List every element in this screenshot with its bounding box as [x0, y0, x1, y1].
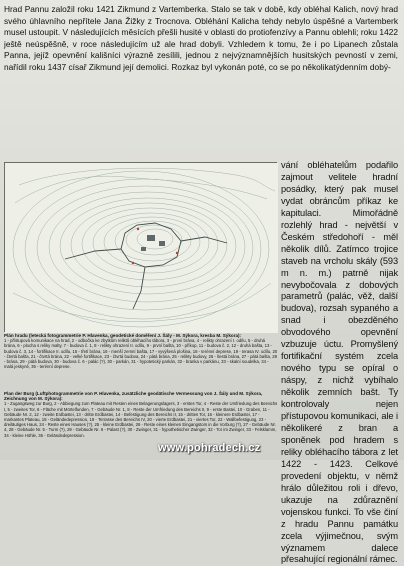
caption-german-body: 1 - Zugangsweg zur Burg, 2 - Abbiegung zum Plateau mit Resten eines Belagerungslagers, 3 - erstes Tor, 4 - Reste der Umfriedung des Bereichs I, 5 - zweites Tor, 6 - Fläche mit Mörtelfunden, 7 - Gebäude Nr. 1, 8 - Reste der Umfriedung des Bereichs II, 9 - erste Bastei, 10 - Graben, 11 - Gebäude Nr. 2, 12 - zweite Erdbastei, 13 - dritte Erdbastei, 14 - Befestigung des Bereichs II, 15 - drittes Tor, 16 - kleinere Erdbastei, 17 - markantes Plateau, 18 - Geländedepression, 19 - Terrasse des Bereichs IV, 20 - vierte Erdbastei, 21 - viertes Tor, 22 - Wallbefestigung, 23 - dreiläutiges Haus, 24 - Reste eines Hauses (?), 25 - kleine Erdbastei, 26 - Reste eines kleinen Eingangstors in die Vorburg (?), 27 - Gebäude Nr. 4, 28 - Gebäude Nr. 5 - Turm (?), 29 - Gebäude Nr. 6 - Palast (?), 30 - Zwinger, 31 - hypothetischer Zwinger, 32 - Tor im Zwinger, 33 - Felsklamm, 34 - kleine Höhle, 35 - Geländedepression.	[4, 401, 278, 438]
caption-german	[4, 391, 278, 438]
castle-plan-map	[4, 162, 277, 332]
site-watermark: www.pohradech.cz	[158, 442, 261, 454]
caption-czech-title: Plán hradu (letecká fotogrammetrie P. Hlavenka, geodetické doměření J. Šály - M. Sýkora, kresba M. Sýkora):	[4, 333, 242, 338]
right-column-text: vání obléhatelům podařilo zajmout velitele hradní posádky, který pak musel vydat obráncům příkaz ke kapitulaci. Mimořádně rozlehlý hrad - největší v Českém středohoří - měl několik dílů. Zatímco trojice staveb na vrcholu skály (593 m n. m.) patrně nijak nevybočovala z dobových parametrů (palác, věž, další budova), rozsah sypaného a snad i obezděného obvodového opevnění vzbuzuje úctu. Promyšlený fortifikační systém zcela nového typu se opíral o náspy, z nichž vybíhalo několik zemních bašt. Ty kontrolovaly nejen přístupovou komunikaci, ale i několikeré z bran a sponěnek pod hradem s reliky obléhacího tábora z let 1422 - 1423. Celkové provedení objektu, v němž hrálo důležitou roli i dřevo, ukazuje na zdůraznění vojenskou funkci. To vše činí z hradu Pannu památku zcela výjimečnou, svým významem dalece přesahující regionální rámec.	[281, 160, 398, 565]
caption-german-title: Plan der Burg (Luftphotogrammetrie von P. Hlavenka, zusätzliche geodätische Vermessung von J. Šály und M. Sýkora, Zeichnung von M. Sýkora):	[4, 391, 263, 402]
caption-czech	[4, 333, 278, 369]
caption-czech-body: 1 - přístupová komunikace na hrad, 2 - odbočka ke zbytkům reliktů obléhacího tábora, 3 - první brána, 4 - relikty ohrazení I. odílu, 5 - druhá brána, 6 - plocha s reliky malty, 7 - budova č. 1, 8 - relikty ohrazení II. odílu, 9 - první bašta, 10 - příkop, 11 - budova č. 2, 12 - druhá bašta, 13 - budova č. 3, 14 - fortifikace II. odílu, 15 - třetí brána, 16 - menší zemní bašta, 17 - vyvýšená plošina, 18 - terénní deprese, 19 - terasa IV. odílu, 20 - čtvrtá bašta, 21 - čtvrtá brána, 22 - velké fortifikace, 23 - čtvrtá budova, 24 - pátá brána, 25 - relikty budovy, 26 - šestá brána, 27 - pátá bašta, 28 - brána, 29 - pátá budova, 30 - budova č. 6 - palác (?), 30 - parkán, 31 - hypotetický parkán, 32 - branka v parkánu, 33 - skalní soudelka, 34 - malá jeskyně, 35 - terénní deprese.	[4, 338, 278, 370]
contour-plan	[5, 163, 278, 333]
intro-text: Hrad Pannu založil roku 1421 Zikmund z Vartemberka. Stalo se tak v době, kdy obléhal Kalich, nový hrad svého úhlavního nepřítele Jana Žižky z Trocnova. Obléhání Kalicha tehdy nebylo úspěšné a Vartemberk musel ustoupit. V následujících měsících přešli husité v oblasti do protiofenzívy a Pannu oblehli; roku 1422 ještě neúspěšně, v roce následujícím už ale hrad dobyli. Vzhledem k tomu, že i po Lipanech zůstala Panna, jejíž opevnění kališníci výrazně zesílili, jednou z nejvýznamnějších husitských pevností v zemi, nařídil roku 1437 císař Zikmund její demolici. Rozkaz byl vykonán poté, co se po několikatýdenním dobý-	[4, 4, 398, 72]
